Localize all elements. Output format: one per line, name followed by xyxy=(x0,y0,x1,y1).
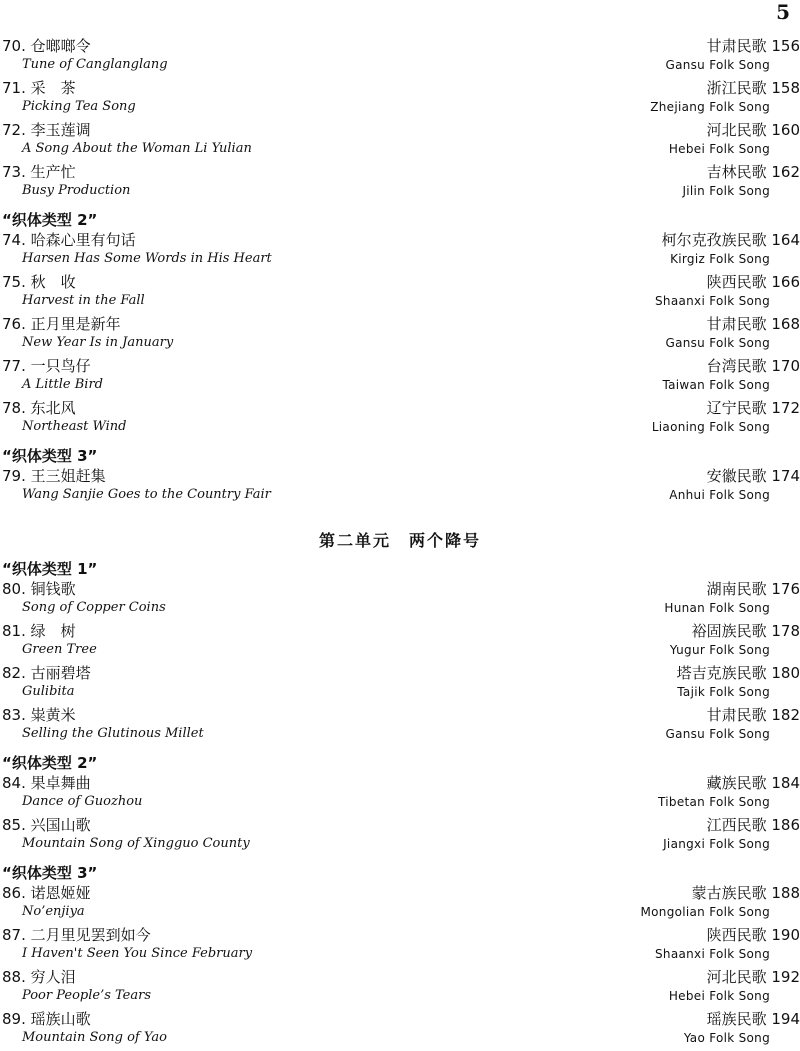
song-origin-en: Gansu Folk Song xyxy=(665,336,770,350)
song-title-en: Wang Sanjie Goes to the Country Fair xyxy=(22,487,271,502)
page-number: 5 xyxy=(776,0,790,24)
song-title-zh: 82. 古丽碧塔 xyxy=(2,664,91,682)
song-title-en: Mountain Song of Yao xyxy=(22,1030,167,1045)
toc-entry xyxy=(0,78,800,120)
song-origin-en: Hunan Folk Song xyxy=(664,601,770,615)
song-origin: 湖南民歌 176 xyxy=(706,580,800,598)
texture-type-heading: “织体类型 3” xyxy=(2,864,98,882)
song-origin: 陕西民歌 166 xyxy=(706,273,800,291)
song-origin: 裕固族民歌 178 xyxy=(691,622,800,640)
toc-entry xyxy=(0,120,800,162)
song-origin: 甘肃民歌 156 xyxy=(706,37,800,55)
song-title-en: I Haven't Seen You Since February xyxy=(22,946,253,961)
toc-entry xyxy=(0,883,800,925)
song-origin-en: Hebei Folk Song xyxy=(668,142,770,156)
song-title-zh: 88. 穷人泪 xyxy=(2,968,76,986)
song-title-en: Green Tree xyxy=(22,642,97,657)
texture-type-heading: “织体类型 1” xyxy=(2,560,98,578)
song-title-en: A Song About the Woman Li Yulian xyxy=(22,141,252,156)
table-of-contents xyxy=(0,36,800,1051)
toc-entry xyxy=(0,815,800,857)
song-origin-en: Anhui Folk Song xyxy=(669,488,770,502)
song-title-en: Dance of Guozhou xyxy=(22,794,143,809)
toc-entry xyxy=(0,356,800,398)
song-origin: 辽宁民歌 172 xyxy=(706,399,800,417)
song-origin-en: Gansu Folk Song xyxy=(665,58,770,72)
toc-entry xyxy=(0,398,800,440)
song-title-en: Northeast Wind xyxy=(22,419,127,434)
song-title-en: Harvest in the Fall xyxy=(22,293,145,308)
texture-type-heading: “织体类型 2” xyxy=(2,211,98,229)
toc-entry xyxy=(0,773,800,815)
song-title-en: Busy Production xyxy=(22,183,131,198)
toc-entry xyxy=(0,967,800,1009)
song-title-zh: 72. 李玉莲调 xyxy=(2,121,91,139)
song-title-zh: 76. 正月里是新年 xyxy=(2,315,121,333)
toc-entry xyxy=(0,1009,800,1051)
toc-entry xyxy=(0,466,800,508)
song-title-en: Picking Tea Song xyxy=(22,99,136,114)
song-origin-en: Shaanxi Folk Song xyxy=(655,947,770,961)
song-origin-en: Tibetan Folk Song xyxy=(658,795,770,809)
song-origin-en: Yao Folk Song xyxy=(683,1031,770,1045)
song-title-zh: 81. 绿 树 xyxy=(2,622,76,640)
song-origin: 藏族民歌 184 xyxy=(706,774,800,792)
song-origin: 安徽民歌 174 xyxy=(706,467,800,485)
song-title-zh: 83. 粜黄米 xyxy=(2,706,76,724)
song-origin-en: Hebei Folk Song xyxy=(668,989,770,1003)
song-origin: 河北民歌 160 xyxy=(706,121,800,139)
song-title-en: Selling the Glutinous Millet xyxy=(22,726,204,741)
song-title-zh: 80. 铜钱歌 xyxy=(2,580,76,598)
toc-entry xyxy=(0,705,800,747)
song-title-zh: 78. 东北风 xyxy=(2,399,76,417)
song-origin-en: Mongolian Folk Song xyxy=(640,905,770,919)
song-title-en: Mountain Song of Xingguo County xyxy=(22,836,250,851)
song-title-en: Harsen Has Some Words in His Heart xyxy=(22,251,272,266)
song-origin: 蒙古族民歌 188 xyxy=(691,884,800,902)
song-title-en: Song of Copper Coins xyxy=(22,600,166,615)
song-origin-en: Gansu Folk Song xyxy=(665,727,770,741)
song-title-en: Gulibita xyxy=(22,684,75,699)
song-origin-en: Taiwan Folk Song xyxy=(662,378,770,392)
song-origin: 甘肃民歌 168 xyxy=(706,315,800,333)
song-title-en: New Year Is in January xyxy=(22,335,174,350)
toc-entry xyxy=(0,663,800,705)
song-origin-en: Shaanxi Folk Song xyxy=(655,294,770,308)
song-title-zh: 71. 采 茶 xyxy=(2,79,76,97)
toc-entry xyxy=(0,621,800,663)
song-origin-en: Liaoning Folk Song xyxy=(651,420,770,434)
song-origin: 河北民歌 192 xyxy=(706,968,800,986)
texture-type-heading: “织体类型 2” xyxy=(2,754,98,772)
song-title-zh: 70. 仓啷啷令 xyxy=(2,37,91,55)
song-title-zh: 74. 哈森心里有句话 xyxy=(2,231,136,249)
song-title-zh: 77. 一只鸟仔 xyxy=(2,357,91,375)
song-origin-en: Zhejiang Folk Song xyxy=(650,100,770,114)
song-title-zh: 79. 王三姐赶集 xyxy=(2,467,106,485)
song-origin: 吉林民歌 162 xyxy=(706,163,800,181)
song-origin: 瑶族民歌 194 xyxy=(706,1010,800,1028)
song-title-zh: 73. 生产忙 xyxy=(2,163,76,181)
song-origin: 江西民歌 186 xyxy=(706,816,800,834)
song-title-zh: 75. 秋 收 xyxy=(2,273,76,291)
song-origin: 浙江民歌 158 xyxy=(706,79,800,97)
song-origin-en: Yugur Folk Song xyxy=(669,643,770,657)
song-origin-en: Jilin Folk Song xyxy=(682,184,770,198)
song-origin-en: Kirgiz Folk Song xyxy=(670,252,770,266)
toc-entry xyxy=(0,36,800,78)
song-title-zh: 85. 兴国山歌 xyxy=(2,816,91,834)
song-title-zh: 89. 瑶族山歌 xyxy=(2,1010,91,1028)
song-origin-en: Tajik Folk Song xyxy=(677,685,770,699)
toc-entry xyxy=(0,162,800,204)
texture-type-heading: “织体类型 3” xyxy=(2,447,98,465)
song-origin: 塔吉克族民歌 180 xyxy=(676,664,800,682)
song-title-en: Poor People’s Tears xyxy=(22,988,152,1003)
song-title-zh: 87. 二月里见罢到如今 xyxy=(2,926,151,944)
song-origin: 陕西民歌 190 xyxy=(706,926,800,944)
toc-entry xyxy=(0,925,800,967)
song-title-en: Tune of Canglanglang xyxy=(22,57,168,72)
toc-entry xyxy=(0,579,800,621)
song-title-zh: 84. 果卓舞曲 xyxy=(2,774,91,792)
unit-title: 第二单元 两个降号 xyxy=(318,531,481,550)
song-title-en: No’enjiya xyxy=(22,904,85,919)
toc-entry xyxy=(0,230,800,272)
toc-entry xyxy=(0,314,800,356)
song-title-zh: 86. 诺恩姬娅 xyxy=(2,884,91,902)
song-origin: 甘肃民歌 182 xyxy=(706,706,800,724)
song-origin-en: Jiangxi Folk Song xyxy=(663,837,770,851)
toc-entry xyxy=(0,272,800,314)
song-origin: 台湾民歌 170 xyxy=(706,357,800,375)
song-origin: 柯尔克孜族民歌 164 xyxy=(661,231,800,249)
song-title-en: A Little Bird xyxy=(22,377,103,392)
